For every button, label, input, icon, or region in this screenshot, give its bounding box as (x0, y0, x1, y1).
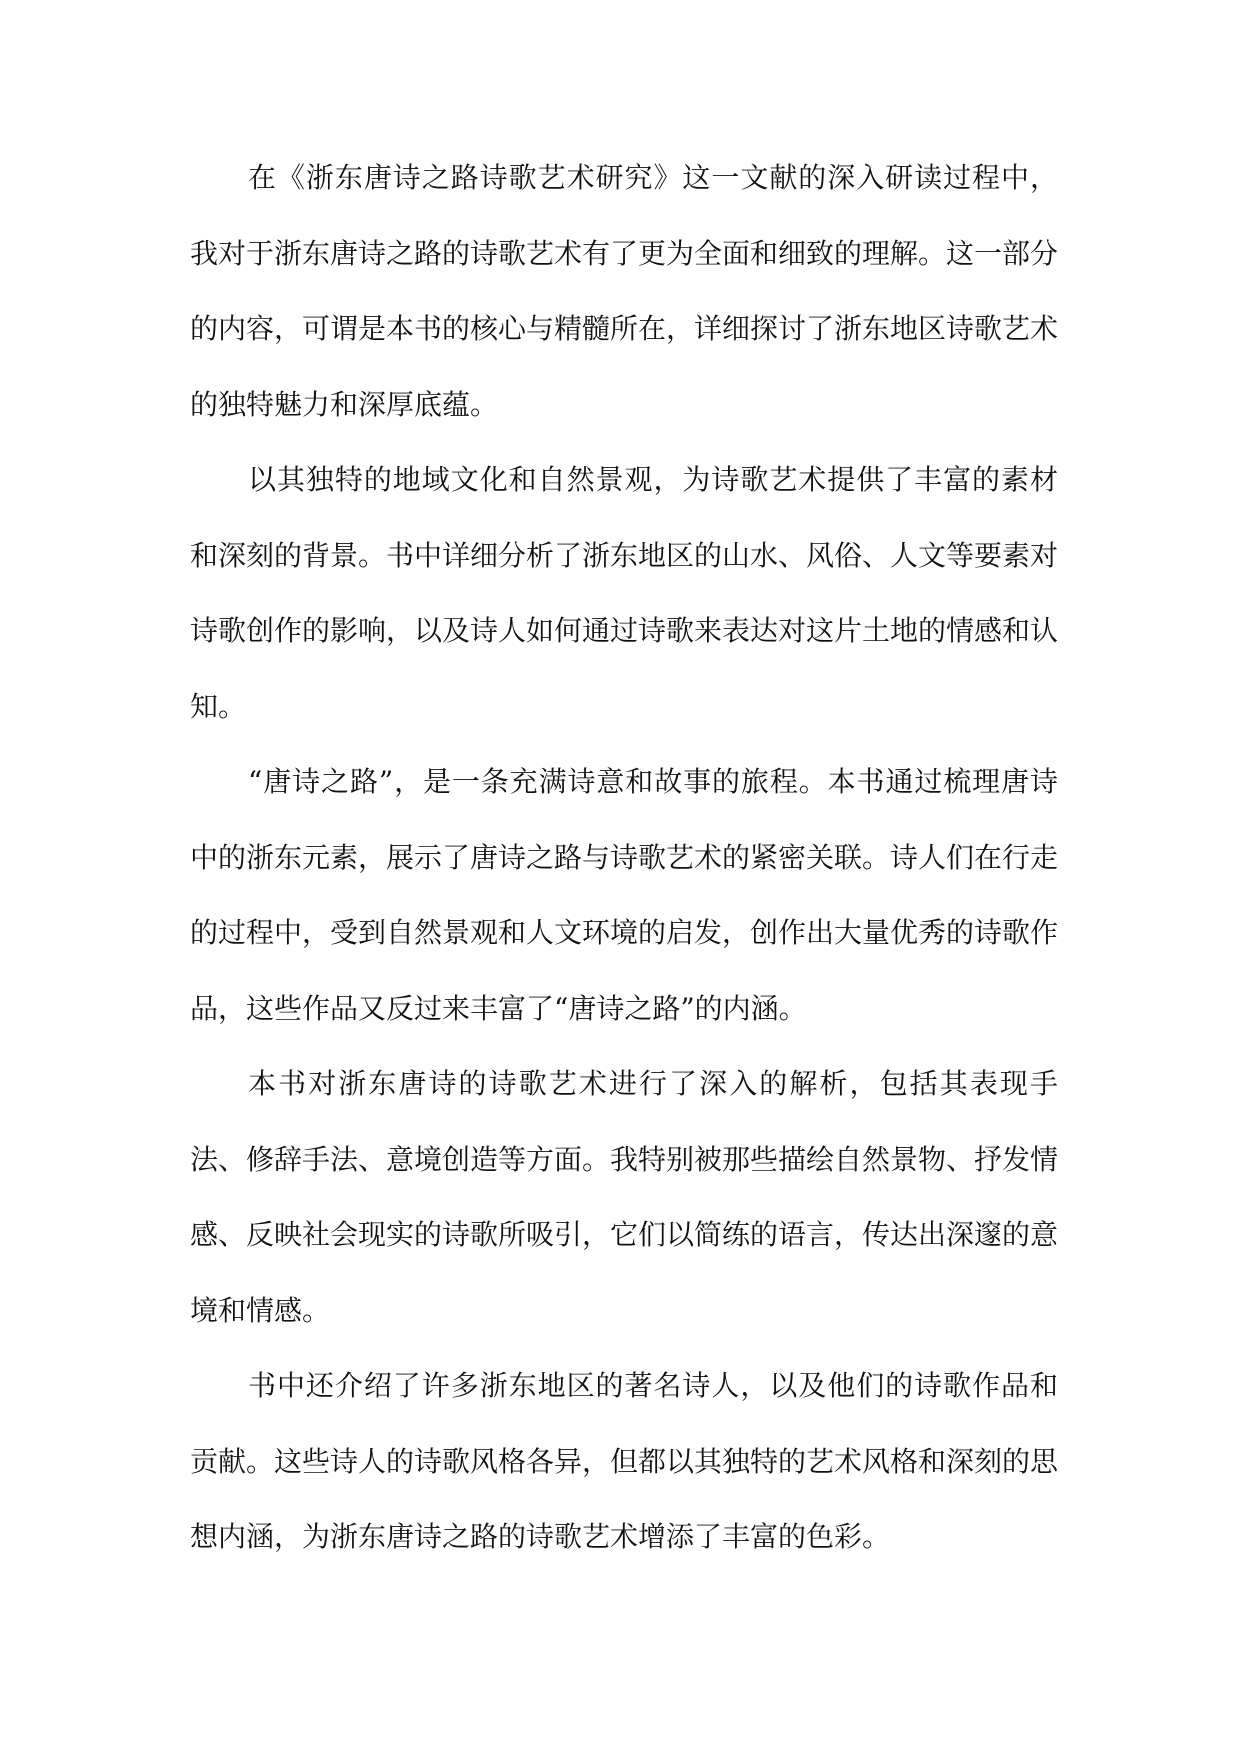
document-body (190, 140, 1058, 1575)
paragraph: 以其独特的地域文化和自然景观，为诗歌艺术提供了丰富的素材和深刻的背景。书中详细分析了浙东地区的山水、风俗、人文等要素对诗歌创作的影响，以及诗人如何通过诗歌来表达对这片土地的情感和认知。 (190, 463, 1059, 723)
paragraph: 本书对浙东唐诗的诗歌艺术进行了深入的解析，包括其表现手法、修辞手法、意境创造等方面。我特别被那些描绘自然景物、抒发情感、反映社会现实的诗歌所吸引，它们以简练的语言，传达出深邃的意境和情感。 (190, 1067, 1059, 1327)
paragraph: 书中还介绍了许多浙东地区的著名诗人，以及他们的诗歌作品和贡献。这些诗人的诗歌风格各异，但都以其独特的艺术风格和深刻的思想内涵，为浙东唐诗之路的诗歌艺术增添了丰富的色彩。 (190, 1369, 1059, 1553)
paragraph: 在《浙东唐诗之路诗歌艺术研究》这一文献的深入研读过程中，我对于浙东唐诗之路的诗歌艺术有了更为全面和细致的理解。这一部分的内容，可谓是本书的核心与精髓所在，详细探讨了浙东地区诗歌艺术的独特魅力和深厚底蕴。 (190, 161, 1059, 421)
paragraph: “唐诗之路”，是一条充满诗意和故事的旅程。本书通过梳理唐诗中的浙东元素，展示了唐诗之路与诗歌艺术的紧密关联。诗人们在行走的过程中，受到自然景观和人文环境的启发，创作出大量优秀的诗歌作品，这些作品又反过来丰富了“唐诗之路”的内涵。 (190, 765, 1059, 1025)
